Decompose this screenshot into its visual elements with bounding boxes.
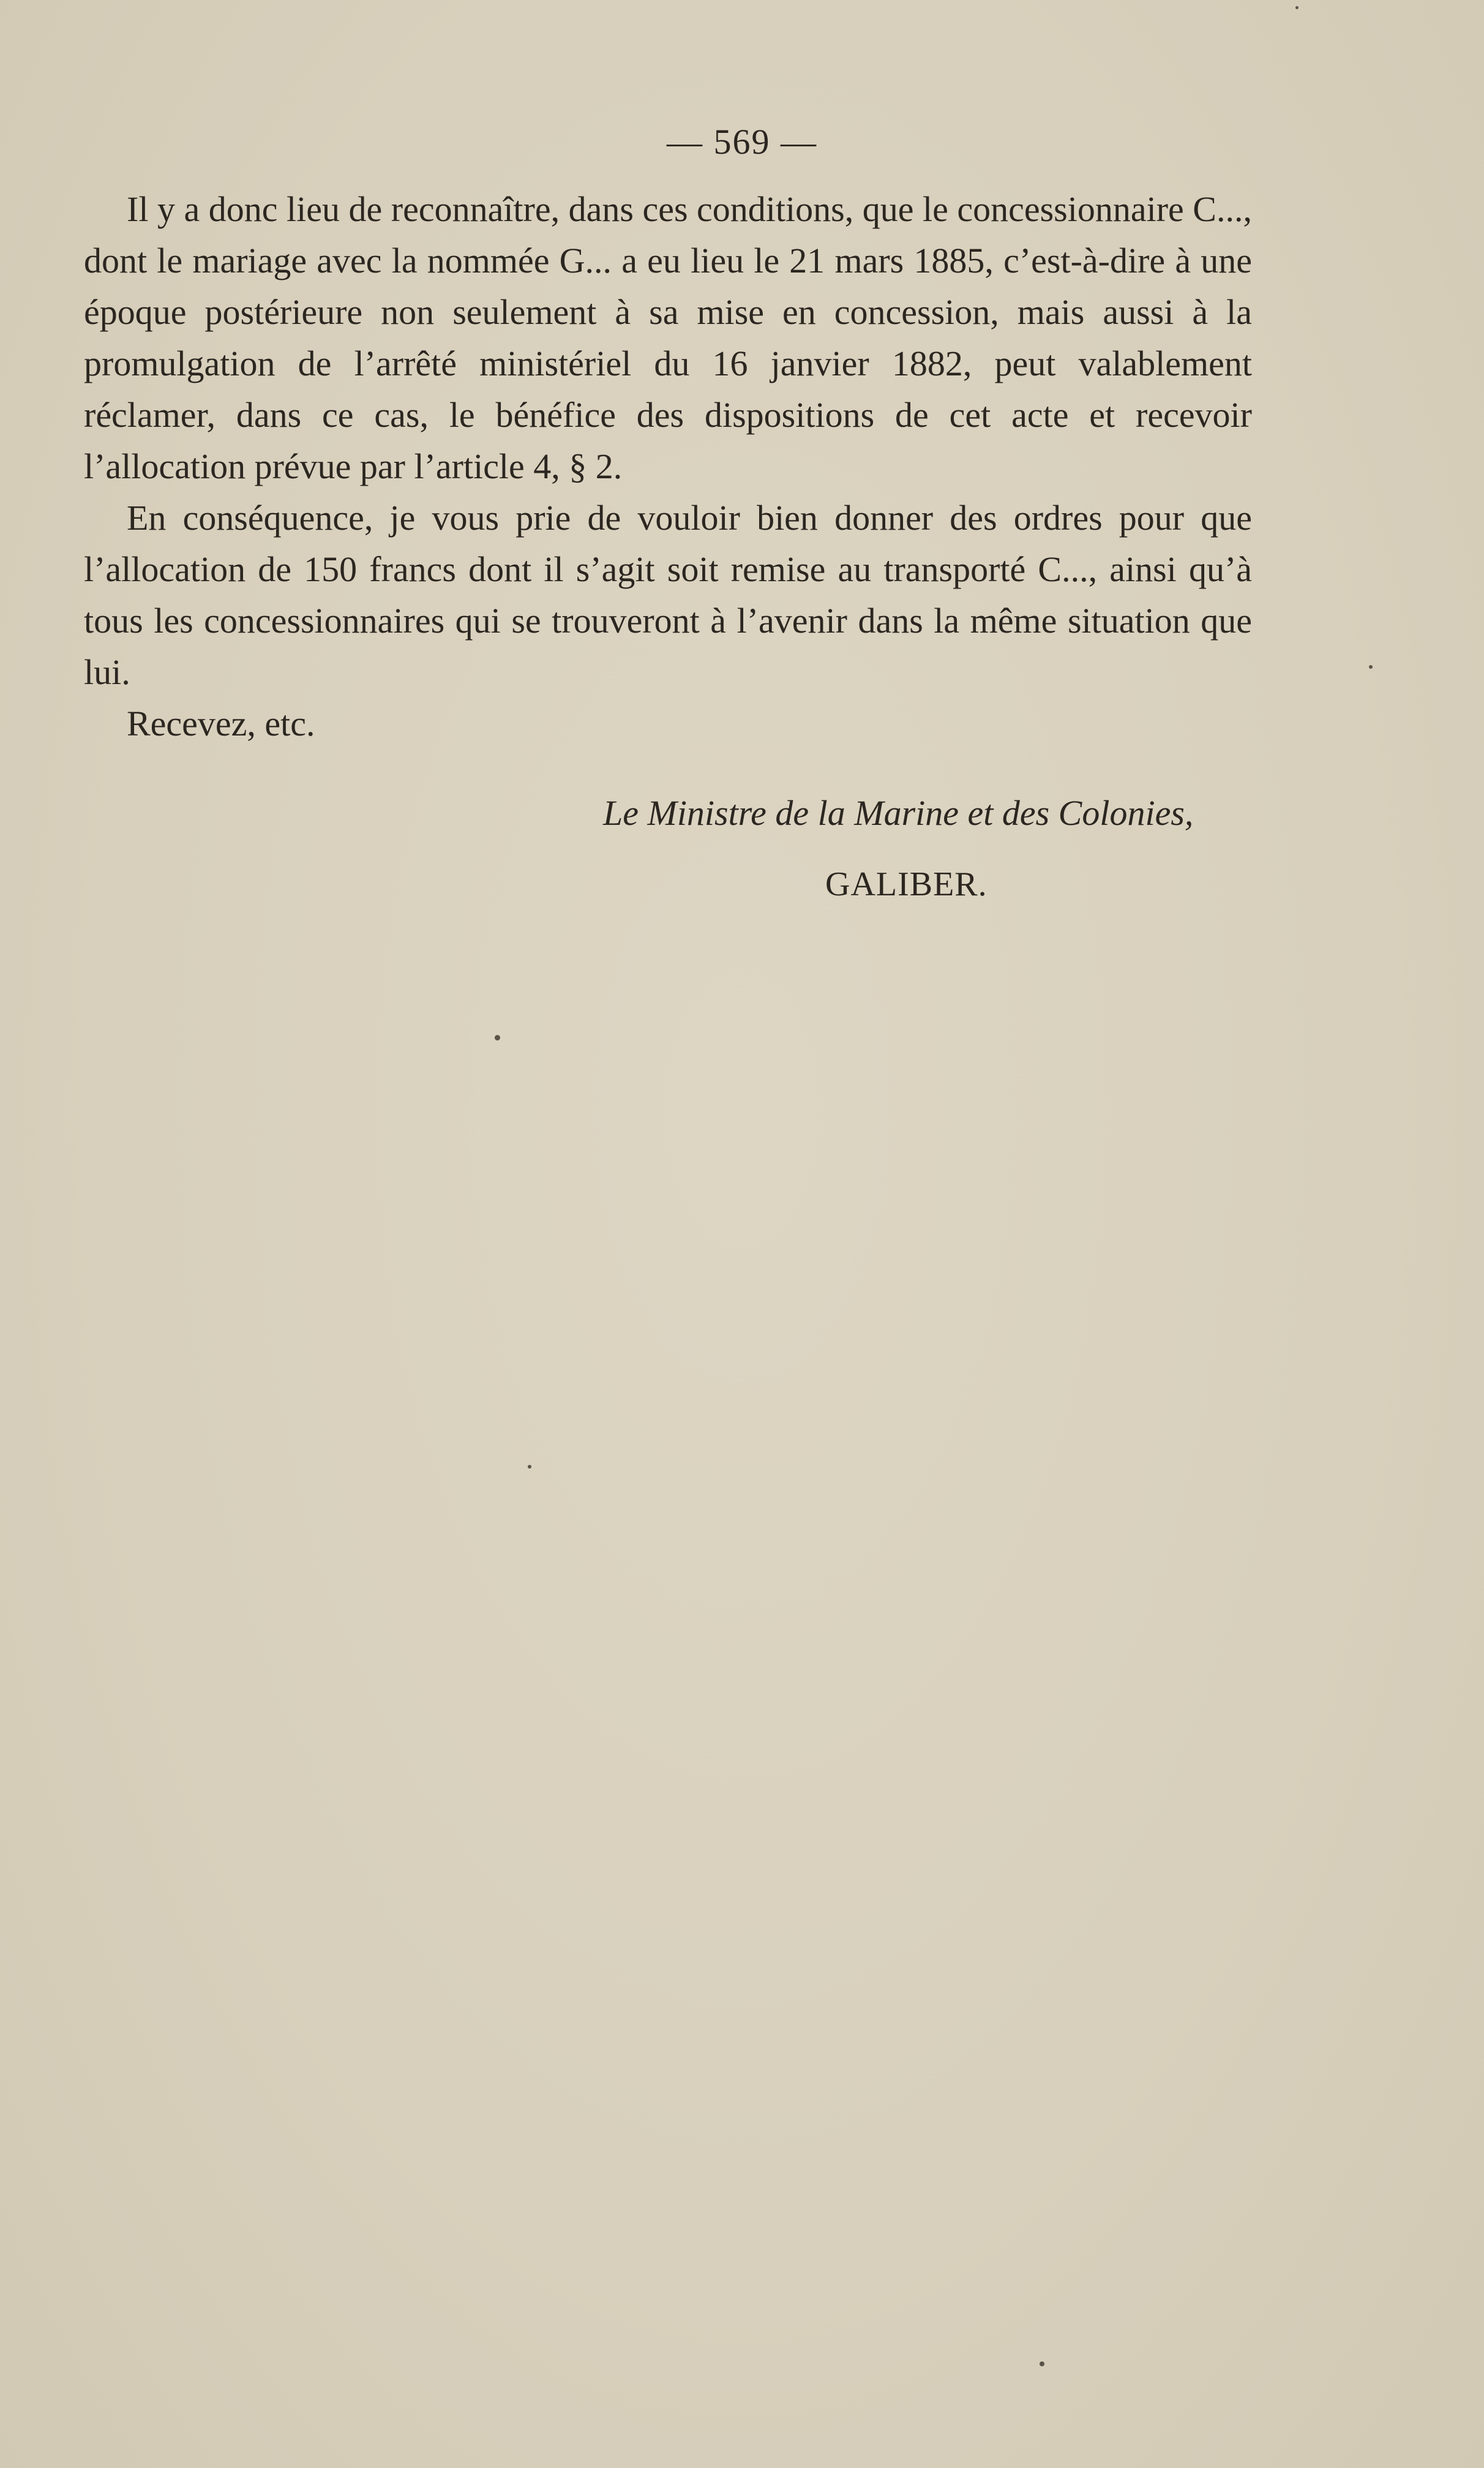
signer-name: GALIBER. [825, 865, 987, 903]
closing-line: Recevez, etc. [127, 704, 315, 743]
paper-speck [1295, 6, 1298, 9]
paper-speck [495, 1035, 500, 1040]
paragraph-1: Il y a donc lieu de reconnaître, dans ces conditions, que le concessionnaire C..., dont le mariage avec la nommée G... a eu lieu le 21 mars 1885, c’est-à-dire à une époque postérieure non seulement à sa mise en concession, mais aussi à la promulgation de l’arrêté ministériel du 16 janvier 1882, peut valablement réclamer, dans ce cas, le bénéfice des dispositions de cet acte et recevoir l’allocation prévue par l’article 4, § 2. [84, 189, 1252, 486]
signature-title: Le Ministre de la Marine et des Colonies, [603, 793, 1194, 833]
paper-speck [1040, 2361, 1044, 2366]
paper-speck [528, 1465, 531, 1469]
letter-body [84, 184, 1252, 750]
paragraph-2: En conséquence, je vous prie de vouloir bien donner des ordres pour que l’allocation de 150 francs dont il s’agit soit remise au transporté C..., ainsi qu’à tous les concessionnaires qui se trouveront à l’avenir dans la même situation que lui. [84, 498, 1252, 692]
page-number: — 569 — [667, 122, 817, 162]
paper-speck [1369, 665, 1373, 669]
